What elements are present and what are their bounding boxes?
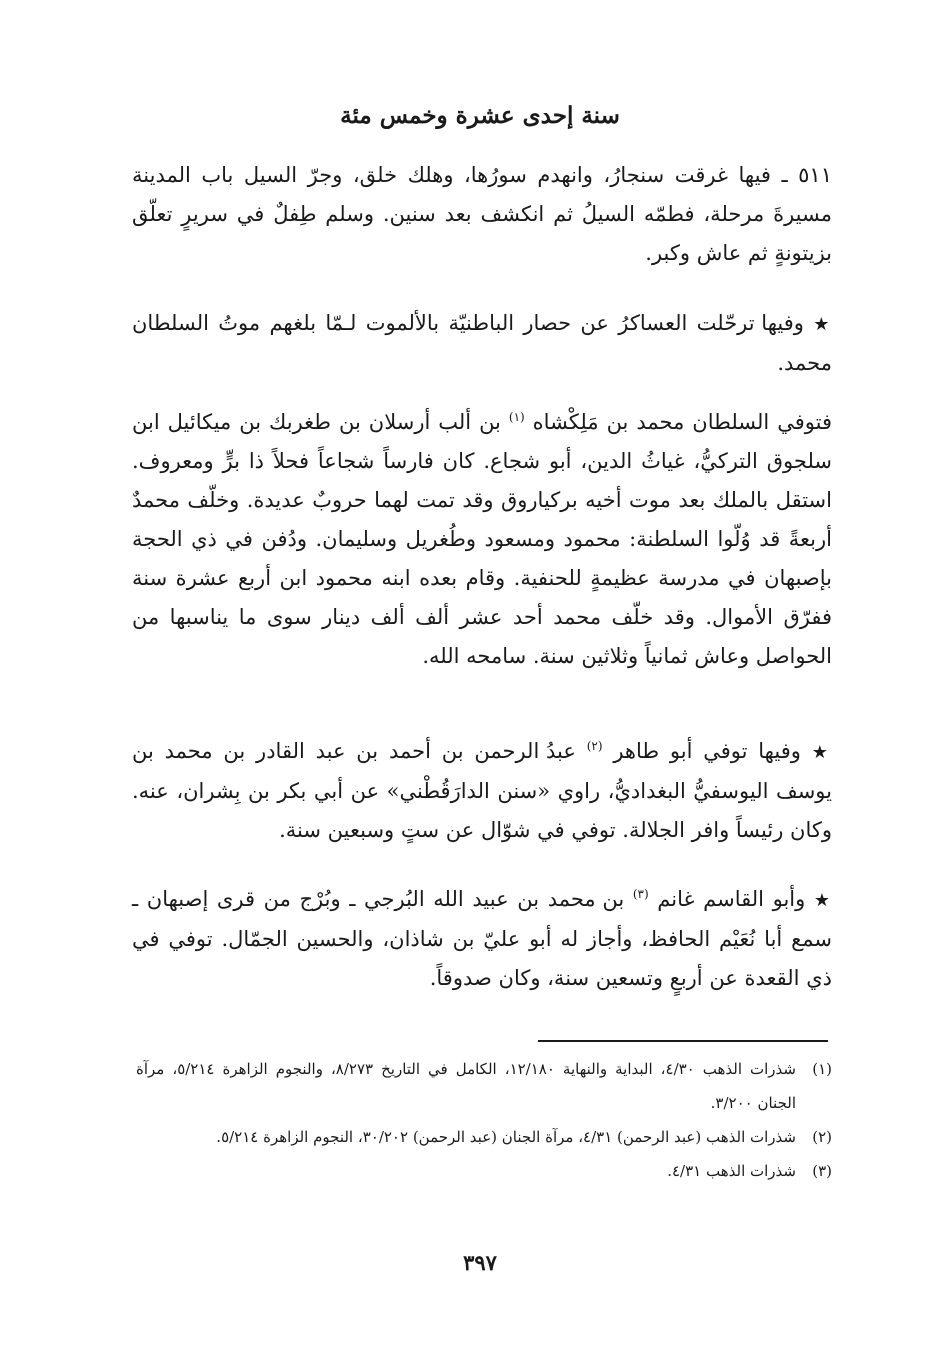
footnote-text: شذرات الذهب (عبد الرحمن) ٤/٣١، مرآة الجنان (عبد الرحمن) ٣٠/٢٠٢، النجوم الزاهرة ٥/٢١٤. bbox=[216, 1128, 796, 1146]
footnote-ref-1[interactable]: (١) bbox=[508, 410, 525, 424]
paragraph-text: وأبو القاسم غانم bbox=[657, 887, 806, 911]
paragraph-text: ٥١١ ـ فيها غرقت سنجارُ، وانهدم سورُها، وهلك خلق، وجرّ السيل باب المدينة مسيرةَ مرحلة، فطمّه السيلُ ثم انكشف بعد سنين. وسلم طِفلٌ في سريرٍ تعلّق بزيتونةٍ ثم عاش وكبر. bbox=[132, 163, 832, 265]
footnote-text: شذرات الذهب ٤/٣٠، البداية والنهاية ١٢/١٨٠، الكامل في التاريخ ٨/٢٧٣، والنجوم الزاهرة ٥/٢١٤، مرآة الجنان ٣/٢٠٠. bbox=[136, 1060, 796, 1112]
footnote-text: شذرات الذهب ٤/٣١. bbox=[667, 1162, 796, 1180]
paragraph-text: بن محمد بن عبيد الله البُرجي ـ وبُرْج من قرى إصبهان ـ سمع أبا نُعَيْم الحافظ، وأجاز له أبو عليّ بن شاذان، والحسين الجمّال. توفي في ذي القعدة عن أربعٍ وتسعين سنة، وكان صدوقاً. bbox=[132, 887, 832, 990]
paragraph-abu-tahir bbox=[132, 732, 832, 850]
footnote-number: (٣) bbox=[812, 1162, 832, 1180]
paragraph-sultan-muhammad bbox=[132, 403, 832, 676]
paragraph-511 bbox=[132, 156, 832, 273]
star-icon: ★ bbox=[813, 314, 832, 335]
footnote-3 bbox=[136, 1154, 832, 1188]
paragraph-text: فتوفي السلطان محمد بن مَلِكْشاه bbox=[532, 410, 832, 434]
footnote-ref-3[interactable]: (٣) bbox=[632, 887, 649, 901]
paragraph-text: بن ألب أرسلان بن طغربك بن ميكائيل ابن سلجوق التركيُّ، غياثُ الدين، أبو شجاع. كان فارساً شجاعاً فحلاً ذا برٍّ ومعروف. استقل بالملك بعد موت أخيه بركياروق وقد تمت لهما حروبٌ عديدة. وخلّف محمدٌ أربعةً قد وُلّوا السلطنة: محمود ومسعود وطُغريل وسليمان. ودُفن في ذي الحجة بإصبهان في مدرسة عظيمةٍ للحنفية. وقام بعده ابنه محمود ابن أربع عشرة سنة ففرّق الأموال. وقد خلّف محمد أحد عشر ألف ألف دينار سوى ما يناسبها من الحواصل وعاش ثمانياً وثلاثين سنة. سامحه الله. bbox=[132, 410, 832, 668]
star-icon: ★ bbox=[811, 742, 832, 763]
footnote-2 bbox=[136, 1120, 832, 1154]
star-icon: ★ bbox=[813, 890, 832, 911]
footnote-ref-2[interactable]: (٢) bbox=[586, 739, 603, 753]
footnote-number: (٢) bbox=[812, 1128, 832, 1146]
paragraph-abu-al-qasim bbox=[132, 880, 832, 998]
paragraph-text: عبدُ الرحمن بن أحمد بن عبد القادر بن محمد بن يوسف اليوسفيُّ البغداديُّ، راوي «سنن الدارَقُطْني» عن أبي بكر بن بِشران، عنه. وكان رئيساً وافر الجلالة. توفي في شوّال عن ستٍ وسبعين سنة. bbox=[132, 739, 832, 842]
paragraph-alamut bbox=[132, 304, 832, 383]
paragraph-text: وفيها توفي أبو طاهر bbox=[613, 739, 801, 763]
page-number: ٣٩٧ bbox=[463, 1250, 497, 1275]
paragraph-text: وفيها ترحّلت العساكرُ عن حصار الباطنيّة بالألموت لـمّا بلغهم موتُ السلطان محمد. bbox=[132, 311, 832, 375]
page-title: سنة إحدى عشرة وخمس مئة bbox=[340, 102, 620, 129]
footnote-1 bbox=[136, 1052, 832, 1120]
footnotes bbox=[136, 1052, 832, 1188]
footnote-divider bbox=[538, 1040, 828, 1042]
footnote-number: (١) bbox=[812, 1060, 832, 1078]
